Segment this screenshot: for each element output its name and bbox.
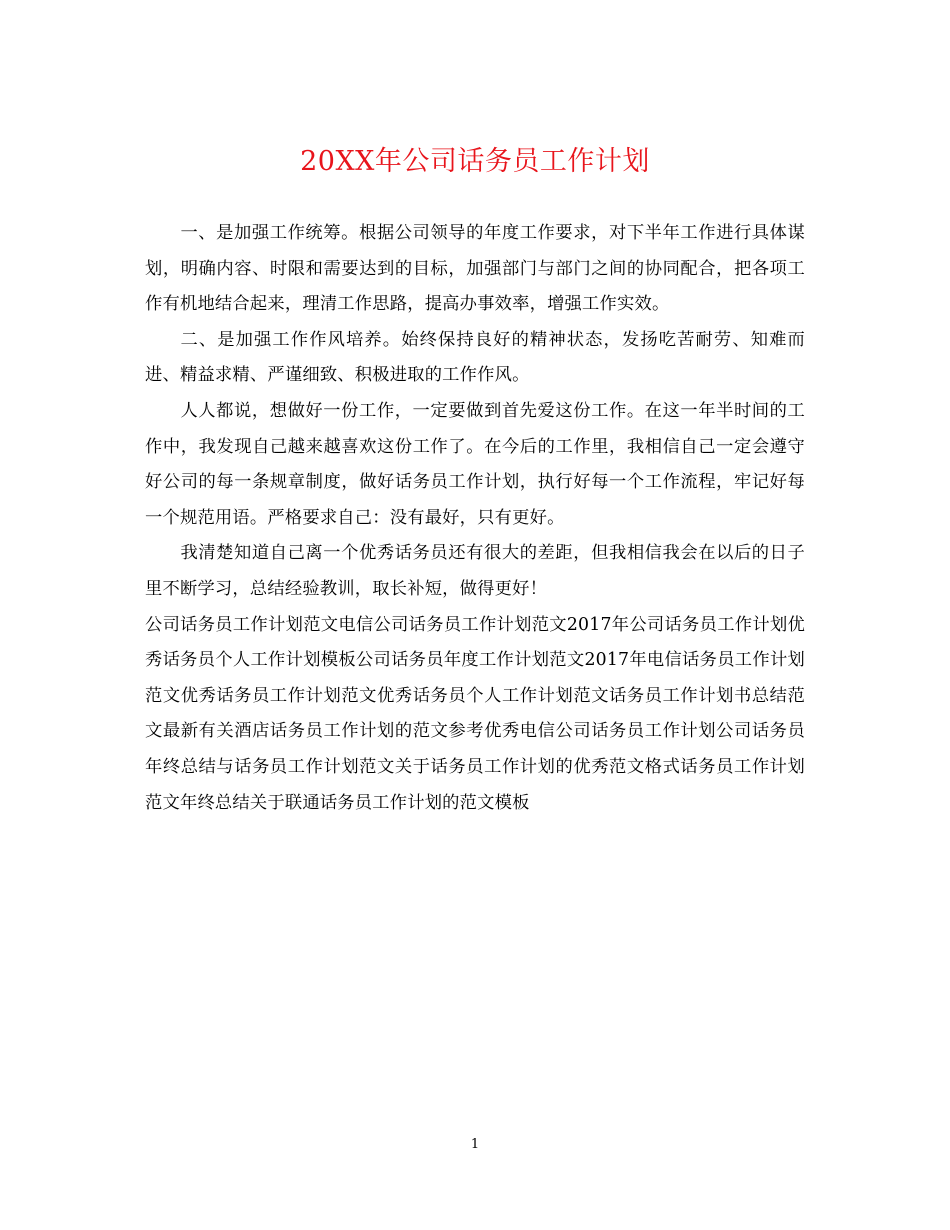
paragraph-4: 我清楚知道自己离一个优秀话务员还有很大的差距，但我相信我会在以后的日子里不断学习，总结经验教训，取长补短，做得更好！ (145, 543, 805, 599)
page-number: 1 (470, 1137, 480, 1152)
related-links-paragraph: 公司话务员工作计划范文电信公司话务员工作计划范文2017年公司话务员工作计划优秀话务员个人工作计划模板公司话务员年度工作计划范文2017年电信话务员工作计划范文优秀话务员工作计划范文优秀话务员个人工作计划范文话务员工作计划书总结范文最新有关酒店话务员工作计划的范文参考优秀电信公司话务员工作计划公司话务员年终总结与话务员工作计划范文关于话务员工作计划的优秀范文格式话务员工作计划范文年终总结关于联通话务员工作计划的范文模板 (145, 614, 805, 813)
document-body (145, 216, 805, 821)
paragraph-2: 二、是加强工作作风培养。始终保持良好的精神状态，发扬吃苦耐劳、知难而进、精益求精、严谨细致、积极进取的工作作风。 (145, 329, 805, 386)
document-title: 20XX年公司话务员工作计划 (300, 146, 650, 177)
paragraph-3: 人人都说，想做好一份工作，一定要做到首先爱这份工作。在这一年半时间的工作中，我发现自己越来越喜欢这份工作了。在今后的工作里，我相信自己一定会遵守好公司的每一条规章制度，做好话务员工作计划，执行好每一个工作流程，牢记好每一个规范用语。严格要求自己：没有最好，只有更好。 (145, 400, 805, 528)
paragraph-1: 一、是加强工作统筹。根据公司领导的年度工作要求，对下半年工作进行具体谋划，明确内容、时限和需要达到的目标，加强部门与部门之间的协同配合，把各项工作有机地结合起来，理清工作思路，提高办事效率，增强工作实效。 (145, 223, 805, 315)
